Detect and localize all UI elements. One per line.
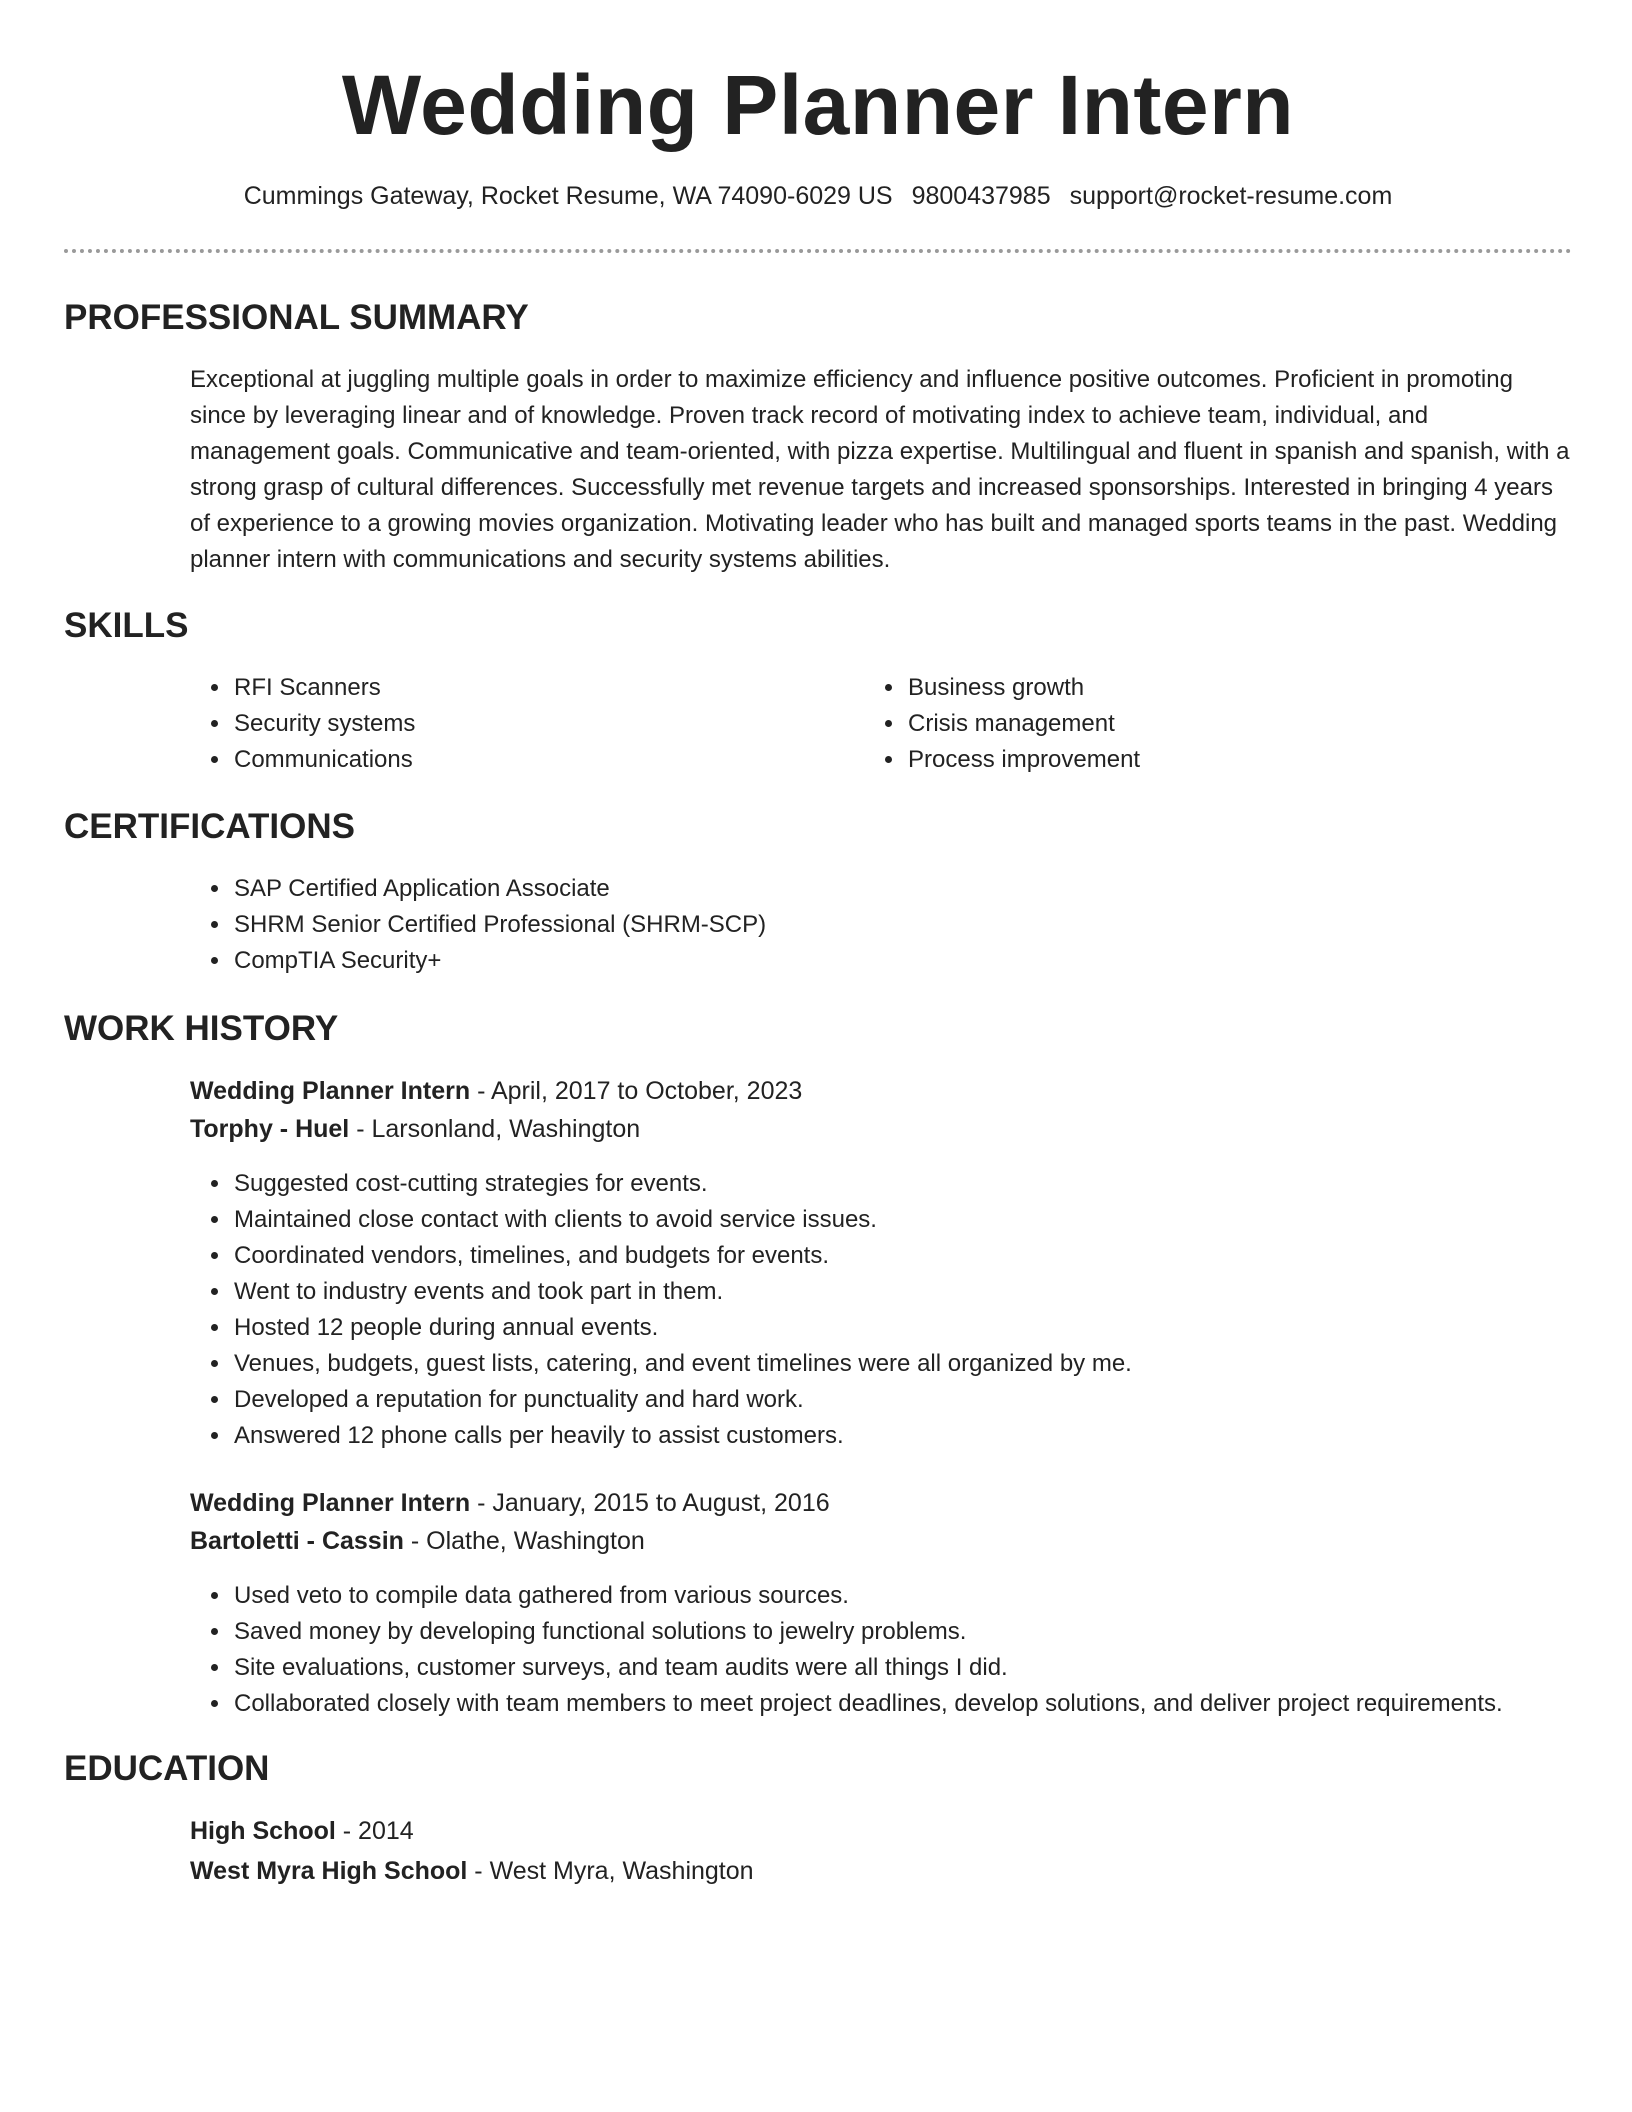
education-degree-line	[190, 1812, 1572, 1850]
candidate-name: Wedding Planner Intern	[341, 58, 1295, 152]
contact-line	[64, 180, 1572, 212]
skills-right-column	[864, 670, 1464, 778]
job-bullet: • Collaborated closely with team members to meet project deadlines, develop solutions, and deliver project requirements.	[232, 1686, 1572, 1722]
job-bullet: • Hosted 12 people during annual events.	[232, 1310, 1572, 1346]
skill-item: • Business growth	[906, 670, 1464, 706]
skill-item: • RFI Scanners	[232, 670, 790, 706]
certification-item: • SAP Certified Application Associate	[232, 871, 1572, 907]
education-heading: EDUCATION	[64, 1749, 270, 1788]
contact-phone: 9800437985	[911, 182, 1051, 210]
certification-item: • SHRM Senior Certified Professional (SHRM-SCP)	[232, 907, 1572, 943]
certifications-heading: CERTIFICATIONS	[64, 807, 356, 846]
skills-heading: SKILLS	[64, 606, 189, 645]
job-entry	[190, 1484, 1572, 1560]
job-bullet: • Coordinated vendors, timelines, and budgets for events.	[232, 1238, 1572, 1274]
summary-text: Exceptional at juggling multiple goals in order to maximize efficiency and influence positive outcomes. Proficient in promoting since by leveraging linear and of knowledge. Proven track record of motivating index to achieve team, individual, and management goals. Communicative and team-oriented, with pizza expertise. Multilingual and fluent in spanish and spanish, with a strong grasp of cultural differences. Successfully met revenue targets and increased sponsorships. Interested in bringing 4 years of experience to a growing movies organization. Motivating leader who has built and managed sports teams in the past. Wedding planner intern with communications and security systems abilities.	[190, 366, 1570, 573]
summary-heading: PROFESSIONAL SUMMARY	[64, 298, 529, 337]
job-bullet: • Suggested cost-cutting strategies for events.	[232, 1166, 1572, 1202]
job-bullet: • Site evaluations, customer surveys, and team audits were all things I did.	[232, 1650, 1572, 1686]
header-divider	[64, 249, 1572, 253]
job-dates: - April, 2017 to October, 2023	[470, 1077, 803, 1105]
job-entry	[190, 1072, 1572, 1148]
education-location: - West Myra, Washington	[467, 1857, 754, 1885]
job-bullet: • Venues, budgets, guest lists, catering, and event timelines were all organized by me.	[232, 1346, 1572, 1382]
job-bullet: • Maintained close contact with clients to avoid service issues.	[232, 1202, 1572, 1238]
job-bullet: • Developed a reputation for punctuality and hard work.	[232, 1382, 1572, 1418]
job-company-line	[190, 1522, 1572, 1560]
job-location: - Larsonland, Washington	[349, 1115, 641, 1143]
job-company: Torphy - Huel	[190, 1115, 350, 1143]
job-bullets	[190, 1578, 1572, 1722]
job-title-line	[190, 1072, 1572, 1110]
skill-item: • Communications	[232, 742, 790, 778]
job-bullet: • Saved money by developing functional solutions to jewelry problems.	[232, 1614, 1572, 1650]
education-year: - 2014	[335, 1817, 414, 1845]
job-location: - Olathe, Washington	[403, 1527, 645, 1555]
job-bullets	[190, 1166, 1572, 1454]
skill-item: • Crisis management	[906, 706, 1464, 742]
job-dates: - January, 2015 to August, 2016	[470, 1489, 830, 1517]
contact-email: support@rocket-resume.com	[1069, 182, 1393, 210]
education-school-line	[190, 1852, 1572, 1890]
job-bullet: • Went to industry events and took part in them.	[232, 1274, 1572, 1310]
job-title-line	[190, 1484, 1572, 1522]
education-degree: High School	[190, 1817, 336, 1845]
education-entry	[190, 1812, 1572, 1890]
education-school: West Myra High School	[190, 1857, 468, 1885]
certifications-list	[190, 871, 1572, 979]
job-role: Wedding Planner Intern	[190, 1489, 471, 1517]
skill-item: • Security systems	[232, 706, 790, 742]
certification-item: • CompTIA Security+	[232, 943, 1572, 979]
job-role: Wedding Planner Intern	[190, 1077, 471, 1105]
skill-item: • Process improvement	[906, 742, 1464, 778]
resume-page	[64, 0, 1572, 1885]
contact-address: Cummings Gateway, Rocket Resume, WA 74090-6029 US	[243, 182, 893, 210]
job-company-line	[190, 1110, 1572, 1148]
job-bullet: • Answered 12 phone calls per heavily to assist customers.	[232, 1418, 1572, 1454]
job-bullet: • Used veto to compile data gathered from various sources.	[232, 1578, 1572, 1614]
job-company: Bartoletti - Cassin	[190, 1527, 404, 1555]
work-history-heading: WORK HISTORY	[64, 1009, 339, 1048]
skills-left-column	[190, 670, 790, 778]
